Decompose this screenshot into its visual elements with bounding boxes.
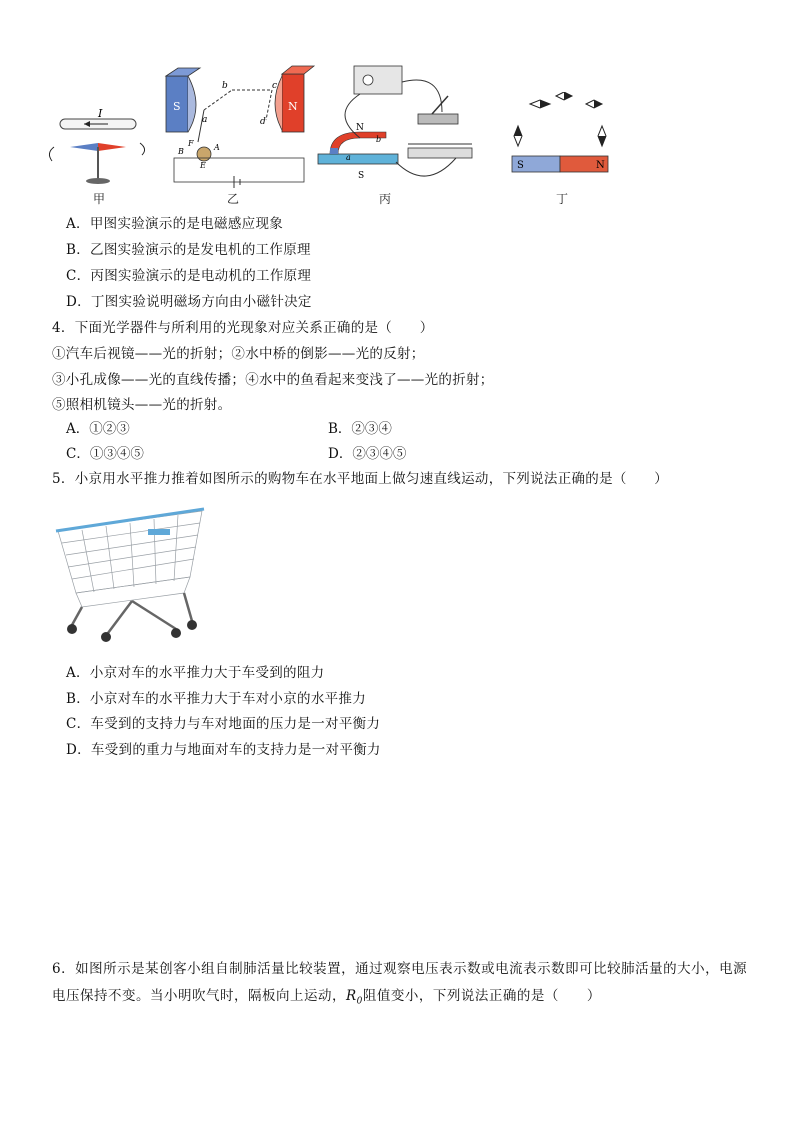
figure-yi-drawing — [160, 62, 320, 192]
bing-label-s: S — [358, 171, 365, 181]
shopping-cart-image — [52, 497, 222, 642]
q4-option-d: D．②③④⑤ — [328, 446, 407, 462]
q3-option-d: D．丁图实验说明磁场方向由小磁针决定 — [66, 294, 312, 310]
q4-stem: 4．下面光学器件与所利用的光现象对应关系正确的是（ ） — [52, 320, 434, 336]
q4-item-line-1: ①汽车后视镜——光的折射；②水中桥的倒影——光的反射； — [52, 346, 425, 362]
q6-r0-symbol: R — [346, 988, 357, 1004]
yi-letter-c: c — [272, 81, 278, 91]
figure-ding-drawing — [508, 92, 618, 182]
q5-option-c: C．车受到的支持力与车对地面的压力是一对平衡力 — [66, 716, 381, 732]
bing-label-n: N — [356, 123, 364, 133]
jia-current-label: I — [98, 107, 103, 120]
q4-item-line-2: ③小孔成像——光的直线传播；④水中的鱼看起来变浅了——光的折射； — [52, 372, 494, 388]
yi-letter-b: b — [222, 81, 228, 91]
yi-letter-a: a — [202, 115, 208, 125]
yi-letter-d: d — [260, 117, 266, 127]
yi-letter-E: E — [200, 161, 206, 170]
caption-jia: 甲 — [93, 192, 106, 206]
q5-option-d: D．车受到的重力与地面对车的支持力是一对平衡力 — [66, 742, 381, 758]
q6-stem-part1: 6．如图所示是某创客小组自制肺活量比较装置，通过观察电压表示数或电流表示数即可比较肺活量的大小，电源电压保持不变。当小明吹气时，隔板向上运动， — [52, 961, 748, 1004]
q4-item-line-3: ⑤照相机镜头——光的折射。 — [52, 397, 232, 413]
yi-magnet-s: S — [173, 100, 181, 113]
q5-option-b: B．小京对车的水平推力大于车对小京的水平推力 — [66, 691, 367, 707]
yi-letter-F: F — [188, 139, 194, 148]
q6-r0-subscript: 0 — [356, 996, 363, 1007]
yi-magnet-n: N — [288, 100, 298, 113]
q4-option-a: A．①②③ — [66, 421, 130, 437]
q3-option-a: A．甲图实验演示的是电磁感应现象 — [66, 216, 284, 232]
shopping-cart-drawing — [52, 497, 222, 642]
q6-stem-part2: 阻值变小，下列说法正确的是（ ） — [362, 988, 601, 1004]
q4-option-c: C．①③④⑤ — [66, 446, 144, 462]
bing-letter-b: b — [376, 135, 382, 144]
ding-bar-n: N — [596, 160, 605, 171]
q5-option-a: A．小京对车的水平推力大于车受到的阻力 — [66, 665, 325, 681]
caption-bing: 丙 — [379, 192, 392, 206]
yi-letter-A: A — [214, 143, 220, 152]
yi-letter-B: B — [178, 147, 184, 156]
ding-bar-s: S — [517, 160, 524, 171]
figure-bing — [300, 62, 480, 192]
q3-option-c: C．丙图实验演示的是电动机的工作原理 — [66, 268, 312, 284]
q5-stem: 5．小京用水平推力推着如图所示的购物车在水平地面上做匀速直线运动，下列说法正确的是（ ） — [52, 471, 669, 487]
figure-jia — [40, 95, 160, 195]
q3-option-b: B．乙图实验演示的是发电机的工作原理 — [66, 242, 311, 258]
figure-ding — [508, 92, 618, 182]
figure-jia-drawing — [40, 95, 160, 195]
caption-yi: 乙 — [227, 192, 240, 206]
figure-bing-drawing — [300, 62, 480, 192]
q6-stem — [52, 956, 760, 1016]
caption-ding: 丁 — [556, 192, 569, 206]
figure-yi — [160, 62, 320, 192]
bing-letter-a: a — [346, 153, 351, 162]
q4-option-b: B．②③④ — [328, 421, 392, 437]
